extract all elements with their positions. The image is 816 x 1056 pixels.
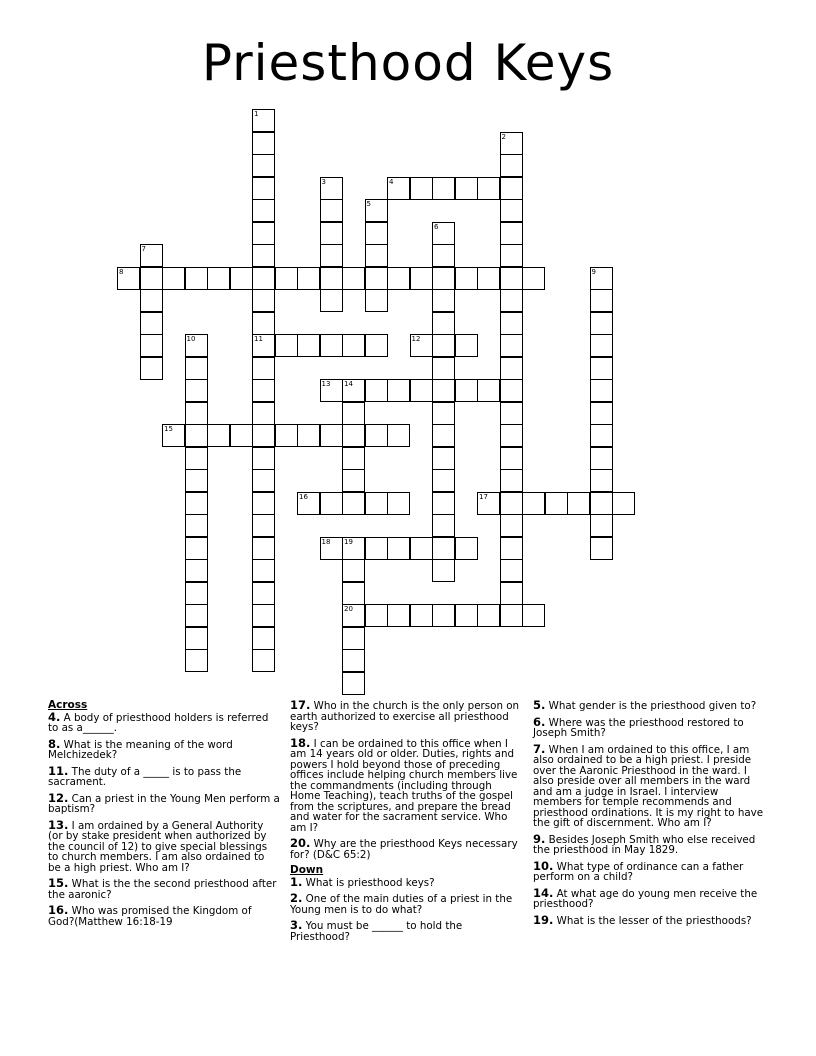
grid-cell[interactable]: [365, 334, 388, 357]
grid-cell[interactable]: [500, 357, 523, 380]
grid-cell[interactable]: [252, 109, 275, 132]
grid-cell[interactable]: [365, 222, 388, 245]
down-clue: [533, 912, 769, 927]
cell-number: 10: [186, 335, 196, 343]
grid-cell[interactable]: [387, 492, 410, 515]
cell-number: 1: [254, 110, 259, 118]
grid-cell[interactable]: [342, 267, 365, 290]
grid-cell[interactable]: [612, 492, 635, 515]
grid-cell[interactable]: [185, 267, 208, 290]
clue-text: What is the meaning of the word Melchizedek?: [48, 738, 233, 761]
grid-cell[interactable]: [320, 267, 343, 290]
grid-cell[interactable]: [320, 199, 343, 222]
across-clue: [290, 700, 520, 733]
grid-cell[interactable]: [432, 469, 455, 492]
clue-number: 20.: [290, 836, 311, 850]
grid-cell[interactable]: [342, 627, 365, 650]
grid-cell[interactable]: [320, 492, 343, 515]
grid-cell[interactable]: [500, 537, 523, 560]
grid-cell[interactable]: [365, 604, 388, 627]
grid-cell[interactable]: [432, 559, 455, 582]
grid-cell[interactable]: [252, 402, 275, 425]
grid-cell[interactable]: [500, 402, 523, 425]
clue-number: 13.: [48, 817, 69, 832]
grid-cell[interactable]: [455, 334, 478, 357]
grid-cell[interactable]: [590, 537, 613, 560]
grid-cell[interactable]: [342, 447, 365, 470]
across-clue: [48, 878, 280, 900]
cell-number: 3: [321, 177, 326, 186]
grid-cell[interactable]: [297, 267, 320, 290]
grid-cell[interactable]: [297, 492, 320, 515]
clue-number: 18.: [290, 735, 311, 750]
grid-cell[interactable]: [590, 447, 613, 470]
grid-cell[interactable]: [342, 424, 365, 447]
grid-cell[interactable]: [185, 649, 208, 672]
grid-cell[interactable]: [162, 267, 185, 290]
grid-cell[interactable]: [342, 492, 365, 515]
cell-number: 15: [164, 425, 173, 433]
clue-number: 16.: [48, 903, 69, 917]
clue-number: 5.: [533, 698, 546, 712]
clue-number: 15.: [48, 876, 69, 890]
grid-cell[interactable]: [500, 267, 523, 290]
grid-cell[interactable]: [207, 424, 230, 447]
clue-number: 4.: [48, 709, 61, 724]
grid-cell[interactable]: [545, 492, 568, 515]
grid-cell[interactable]: [432, 312, 455, 335]
grid-cell[interactable]: [252, 289, 275, 312]
grid-cell[interactable]: [522, 267, 545, 290]
grid-cell[interactable]: [365, 199, 388, 222]
clue-text: Why are the priesthood Keys necessary for? (D&C 65:2): [290, 838, 518, 861]
grid-cell[interactable]: [432, 244, 455, 267]
across-clue: [48, 709, 280, 734]
grid-cell[interactable]: [185, 492, 208, 515]
grid-cell[interactable]: [365, 289, 388, 312]
cell-number: 11: [254, 335, 263, 343]
grid-cell[interactable]: [432, 604, 455, 627]
grid-cell[interactable]: [432, 267, 455, 290]
clues-column-1: [48, 700, 280, 932]
grid-cell[interactable]: [185, 627, 208, 650]
grid-cell[interactable]: [185, 447, 208, 470]
grid-cell[interactable]: [252, 312, 275, 335]
cell-number: 13: [321, 380, 331, 388]
grid-cell[interactable]: [500, 604, 523, 627]
grid-cell[interactable]: [432, 402, 455, 425]
grid-cell[interactable]: [185, 604, 208, 627]
grid-cell[interactable]: [252, 627, 275, 650]
grid-cell[interactable]: [252, 424, 275, 447]
grid-cell[interactable]: [140, 267, 163, 290]
grid-cell[interactable]: [432, 537, 455, 560]
grid-cell[interactable]: [590, 514, 613, 537]
grid-cell[interactable]: [252, 537, 275, 560]
grid-cell[interactable]: [590, 267, 613, 290]
grid-cell[interactable]: [162, 424, 185, 447]
grid-cell[interactable]: [500, 289, 523, 312]
across-clue: [290, 735, 520, 834]
grid-cell[interactable]: [387, 604, 410, 627]
down-clue: [290, 893, 520, 915]
clue-text: Besides Joseph Smith who else received the priesthood in May 1829.: [533, 833, 756, 856]
grid-cell[interactable]: [432, 492, 455, 515]
cell-number: 6: [434, 222, 439, 231]
grid-cell[interactable]: [590, 492, 613, 515]
grid-cell[interactable]: [320, 289, 343, 312]
clue-number: 19.: [533, 912, 554, 927]
grid-cell[interactable]: [432, 514, 455, 537]
grid-cell[interactable]: [252, 132, 275, 155]
grid-cell[interactable]: [590, 357, 613, 380]
grid-cell[interactable]: [500, 514, 523, 537]
grid-cell[interactable]: [500, 132, 523, 155]
grid-cell[interactable]: [252, 379, 275, 402]
grid-cell[interactable]: [410, 379, 433, 402]
clue-number: 8.: [48, 736, 61, 751]
grid-cell[interactable]: [500, 334, 523, 357]
grid-cell[interactable]: [410, 334, 433, 357]
cell-number: 9: [591, 267, 596, 276]
grid-cell[interactable]: [590, 312, 613, 335]
down-clue: [290, 874, 520, 889]
grid-cell[interactable]: [252, 334, 275, 357]
clue-text: What gender is the priesthood given to?: [548, 700, 757, 712]
across-clue: [48, 763, 280, 788]
grid-cell[interactable]: [320, 177, 343, 200]
grid-cell[interactable]: [185, 514, 208, 537]
grid-cell[interactable]: [590, 379, 613, 402]
grid-cell[interactable]: [252, 604, 275, 627]
grid-cell[interactable]: [455, 537, 478, 560]
grid-cell[interactable]: [432, 424, 455, 447]
grid-cell[interactable]: [455, 267, 478, 290]
grid-cell[interactable]: [432, 334, 455, 357]
grid-cell[interactable]: [567, 492, 590, 515]
grid-cell[interactable]: [432, 379, 455, 402]
down-clue: [533, 831, 769, 856]
grid-cell[interactable]: [522, 492, 545, 515]
cell-number: 5: [366, 200, 371, 208]
down-clue: [533, 700, 769, 712]
grid-cell[interactable]: [500, 177, 523, 200]
grid-cell[interactable]: [342, 559, 365, 582]
grid-cell[interactable]: [410, 177, 433, 200]
grid-cell[interactable]: [320, 222, 343, 245]
cell-number: 14: [344, 380, 353, 388]
grid-cell[interactable]: [387, 424, 410, 447]
grid-cell[interactable]: [185, 357, 208, 380]
grid-cell[interactable]: [320, 334, 343, 357]
grid-cell[interactable]: [252, 177, 275, 200]
grid-cell[interactable]: [410, 267, 433, 290]
grid-cell[interactable]: [477, 379, 500, 402]
grid-cell[interactable]: [342, 672, 365, 695]
grid-cell[interactable]: [500, 582, 523, 605]
grid-cell[interactable]: [432, 447, 455, 470]
cell-number: 8: [119, 267, 124, 276]
grid-cell[interactable]: [230, 424, 253, 447]
clue-number: 2.: [290, 891, 303, 905]
across-clue: [290, 838, 520, 860]
cell-number: 19: [344, 537, 353, 546]
grid-cell[interactable]: [410, 537, 433, 560]
grid-cell[interactable]: [320, 537, 343, 560]
grid-cell[interactable]: [500, 447, 523, 470]
grid-cell[interactable]: [185, 559, 208, 582]
grid-cell[interactable]: [252, 222, 275, 245]
grid-cell[interactable]: [500, 424, 523, 447]
grid-cell[interactable]: [365, 244, 388, 267]
down-clue: [533, 714, 769, 739]
clue-number: 1.: [290, 874, 303, 889]
grid-cell[interactable]: [387, 267, 410, 290]
grid-cell[interactable]: [252, 267, 275, 290]
grid-cell[interactable]: [477, 267, 500, 290]
grid-cell[interactable]: [522, 604, 545, 627]
grid-cell[interactable]: [207, 267, 230, 290]
grid-cell[interactable]: [140, 312, 163, 335]
across-clue: [48, 905, 280, 927]
down-clue: [533, 858, 769, 883]
grid-cell[interactable]: [455, 604, 478, 627]
clue-text: I am ordained by a General Authority (or by stake president when authorized by the council of 12) to give special blessings to church members. I am also ordained to be a high priest. Who am I?: [48, 819, 268, 874]
grid-cell[interactable]: [342, 379, 365, 402]
cell-number: 20: [344, 605, 353, 613]
grid-cell[interactable]: [455, 379, 478, 402]
grid-cell[interactable]: [140, 289, 163, 312]
grid-cell[interactable]: [342, 469, 365, 492]
grid-cell[interactable]: [365, 379, 388, 402]
cell-number: 2: [501, 132, 506, 141]
across-clue: [48, 817, 280, 874]
grid-cell[interactable]: [455, 177, 478, 200]
grid-cell[interactable]: [500, 492, 523, 515]
clue-number: 7.: [533, 741, 546, 756]
across-clue: [48, 790, 280, 815]
grid-cell[interactable]: [365, 492, 388, 515]
grid-cell[interactable]: [297, 424, 320, 447]
grid-cell[interactable]: [477, 177, 500, 200]
down-heading: Down: [290, 864, 324, 876]
clue-number: 3.: [290, 918, 303, 932]
grid-cell[interactable]: [342, 649, 365, 672]
grid-cell[interactable]: [252, 199, 275, 222]
grid-cell[interactable]: [590, 289, 613, 312]
clue-text: Can a priest in the Young Men perform a baptism?: [48, 792, 280, 815]
grid-cell[interactable]: [252, 447, 275, 470]
grid-cell[interactable]: [500, 469, 523, 492]
grid-cell[interactable]: [185, 402, 208, 425]
grid-cell[interactable]: [387, 537, 410, 560]
grid-cell[interactable]: [185, 469, 208, 492]
clue-text: Who was promised the Kingdom of God?(Matthew 16:18-19: [48, 905, 252, 928]
clue-number: 12.: [48, 790, 69, 805]
grid-cell[interactable]: [117, 267, 140, 290]
grid-cell[interactable]: [342, 334, 365, 357]
grid-cell[interactable]: [252, 357, 275, 380]
grid-cell[interactable]: [342, 582, 365, 605]
grid-cell[interactable]: [500, 199, 523, 222]
clue-text: One of the main duties of a priest in the Young men is to do what?: [290, 893, 513, 916]
grid-cell[interactable]: [185, 334, 208, 357]
grid-cell[interactable]: [342, 402, 365, 425]
grid-cell[interactable]: [320, 379, 343, 402]
grid-cell[interactable]: [252, 154, 275, 177]
grid-cell[interactable]: [252, 492, 275, 515]
grid-cell[interactable]: [252, 244, 275, 267]
grid-cell[interactable]: [477, 604, 500, 627]
grid-cell[interactable]: [252, 469, 275, 492]
clue-number: 14.: [533, 885, 554, 900]
grid-cell[interactable]: [432, 222, 455, 245]
clue-text: A body of priesthood holders is referred to as a______.: [48, 711, 269, 734]
grid-cell[interactable]: [500, 559, 523, 582]
grid-cell[interactable]: [185, 582, 208, 605]
clue-text: At what age do young men receive the priesthood?: [533, 887, 758, 910]
clues-column-2: [290, 700, 520, 947]
clue-text: The duty of a _____ is to pass the sacrament.: [48, 765, 242, 788]
grid-cell[interactable]: [140, 334, 163, 357]
grid-cell[interactable]: [342, 604, 365, 627]
cell-number: 12: [411, 335, 421, 343]
grid-cell[interactable]: [590, 334, 613, 357]
cell-number: 17: [479, 492, 488, 501]
grid-cell[interactable]: [500, 222, 523, 245]
grid-cell[interactable]: [275, 267, 298, 290]
grid-cell[interactable]: [432, 357, 455, 380]
grid-cell[interactable]: [477, 492, 500, 515]
cell-number: 16: [299, 492, 308, 501]
grid-cell[interactable]: [297, 334, 320, 357]
clue-text: Who in the church is the only person on earth authorized to exercise all priesthood keys?: [290, 700, 520, 733]
down-clue: [533, 885, 769, 910]
grid-cell[interactable]: [342, 537, 365, 560]
grid-cell[interactable]: [252, 582, 275, 605]
grid-cell[interactable]: [252, 649, 275, 672]
clue-text: What type of ordinance can a father perform on a child?: [533, 860, 744, 883]
clue-number: 17.: [290, 698, 311, 712]
cell-number: 18: [321, 537, 331, 546]
grid-cell[interactable]: [387, 379, 410, 402]
grid-cell[interactable]: [432, 177, 455, 200]
grid-cell[interactable]: [365, 537, 388, 560]
grid-cell[interactable]: [252, 559, 275, 582]
grid-cell[interactable]: [185, 537, 208, 560]
puzzle-title: Priesthood Keys: [201, 34, 615, 92]
clues-column-3: [533, 700, 769, 931]
grid-cell[interactable]: [230, 267, 253, 290]
grid-cell[interactable]: [365, 424, 388, 447]
grid-cell[interactable]: [252, 514, 275, 537]
grid-cell[interactable]: [185, 379, 208, 402]
grid-cell[interactable]: [590, 424, 613, 447]
grid-cell[interactable]: [500, 154, 523, 177]
grid-cell[interactable]: [140, 244, 163, 267]
clue-text: You must be ______ to hold the Priesthood?: [290, 920, 463, 943]
cell-number: 4: [389, 177, 394, 186]
grid-cell[interactable]: [432, 289, 455, 312]
clue-text: What is priesthood keys?: [305, 876, 435, 889]
grid-cell[interactable]: [410, 604, 433, 627]
grid-cell[interactable]: [140, 357, 163, 380]
grid-cell[interactable]: [590, 469, 613, 492]
grid-cell[interactable]: [590, 402, 613, 425]
grid-cell[interactable]: [387, 177, 410, 200]
grid-cell[interactable]: [185, 424, 208, 447]
across-heading: Across: [48, 699, 88, 711]
clue-number: 9.: [533, 831, 546, 846]
clue-text: What is the the second priesthood after the aaronic?: [48, 878, 277, 901]
grid-cell[interactable]: [500, 312, 523, 335]
cell-number: 7: [141, 245, 146, 253]
across-clue: [48, 736, 280, 761]
clue-text: What is the lesser of the priesthoods?: [556, 914, 752, 927]
clue-number: 6.: [533, 714, 546, 729]
grid-cell[interactable]: [500, 379, 523, 402]
clue-text: When I am ordained to this office, I am also ordained to be a high priest. I preside over the Aaronic Priesthood in the ward. I also preside over all members in the ward and am a judge in Israel. I interview members for temple recommends and priesthood ordinations. It is my right to have the gift of discernment. Who am I?: [533, 743, 764, 829]
grid-cell[interactable]: [365, 267, 388, 290]
clue-number: 10.: [533, 858, 554, 873]
clue-text: I can be ordained to this office when I am 14 years old or older. Duties, rights and powers I hold beyond those of preceding offices include helping church members live the commandments (including through Home Teaching), teach truths of the gospel from the scriptures, and prepare the bread and water for the sacrament service. Who am I?: [290, 737, 518, 834]
clue-number: 11.: [48, 763, 69, 778]
grid-cell[interactable]: [500, 244, 523, 267]
clue-text: Where was the priesthood restored to Joseph Smith?: [533, 716, 744, 739]
grid-cell[interactable]: [275, 424, 298, 447]
down-clue: [290, 920, 520, 942]
grid-cell[interactable]: [320, 244, 343, 267]
grid-cell[interactable]: [320, 424, 343, 447]
down-clue: [533, 741, 769, 829]
grid-cell[interactable]: [275, 334, 298, 357]
